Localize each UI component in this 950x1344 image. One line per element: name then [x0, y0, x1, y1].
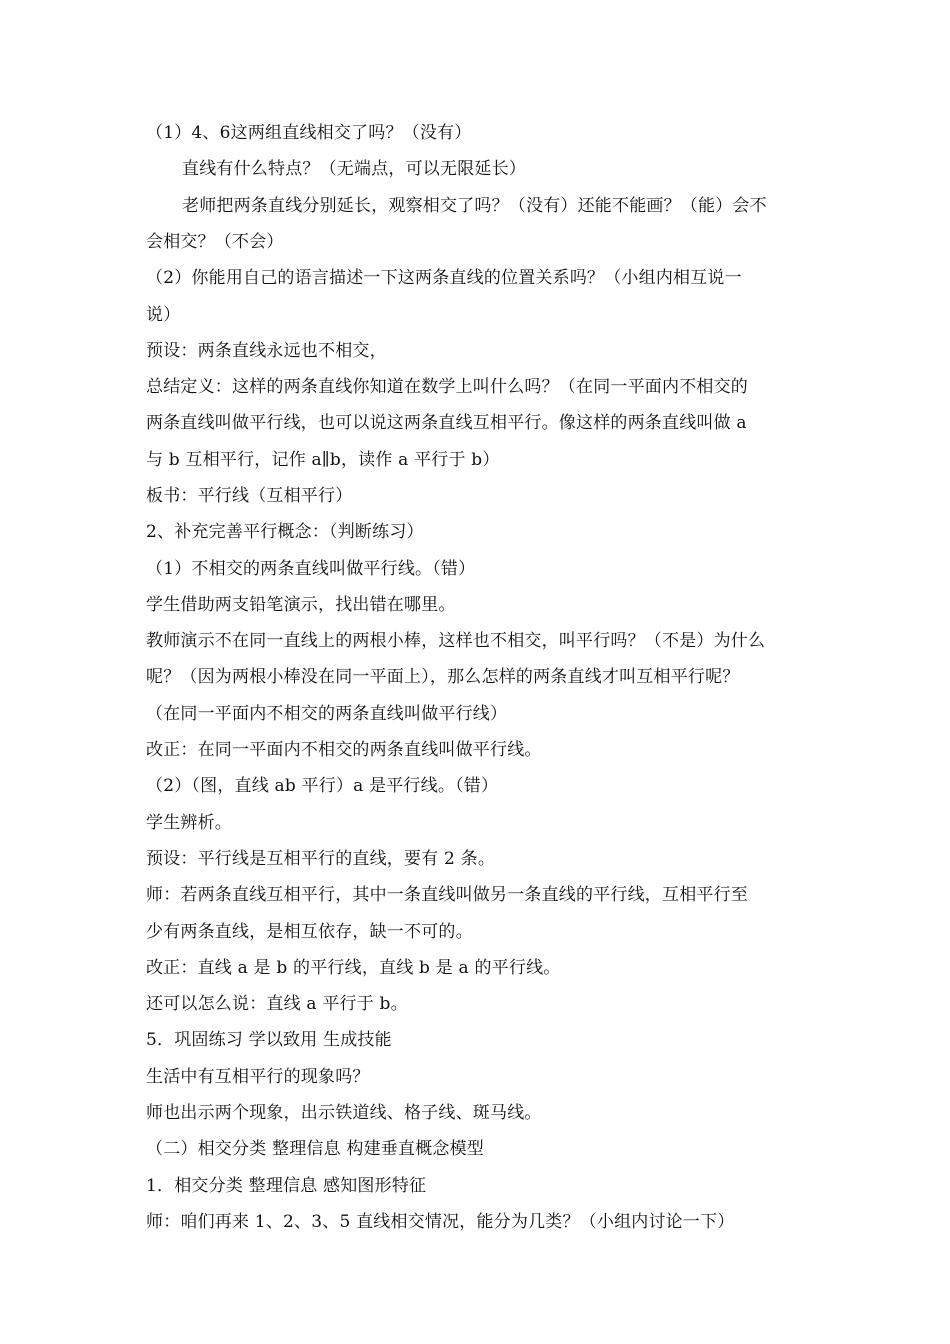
text-line: 教师演示不在同一直线上的两根小棒，这样也不相交，叫平行吗？（不是）为什么 — [146, 631, 766, 651]
text-line: 说） — [146, 305, 181, 325]
text-line: 2、补充完善平行概念：（判断练习） — [146, 522, 424, 542]
text-line: 会相交？（不会） — [146, 232, 284, 252]
text-line: 改正：直线 a 是 b 的平行线，直线 b 是 a 的平行线。 — [146, 958, 561, 978]
text-line: 老师把两条直线分别延长，观察相交了吗？（没有）还能不能画？（能）会不 — [182, 196, 767, 216]
text-line: 改正：在同一平面内不相交的两条直线叫做平行线。 — [146, 740, 542, 760]
text-line: （二）相交分类 整理信息 构建垂直概念模型 — [146, 1139, 485, 1159]
text-line: 直线有什么特点？（无端点，可以无限延长） — [182, 159, 526, 179]
text-line: 总结定义：这样的两条直线你知道在数学上叫什么吗？（在同一平面内不相交的 — [146, 377, 748, 397]
text-line: 1．相交分类 整理信息 感知图形特征 — [146, 1176, 427, 1196]
text-line: （1）不相交的两条直线叫做平行线。（错） — [146, 559, 476, 579]
text-line: 两条直线叫做平行线，也可以说这两条直线互相平行。像这样的两条直线叫做 a — [146, 413, 747, 433]
text-line: 预设：平行线是互相平行的直线，要有 2 条。 — [146, 849, 496, 869]
text-line: 还可以怎么说：直线 a 平行于 b。 — [146, 994, 408, 1014]
text-line: 学生辨析。 — [146, 813, 232, 833]
text-line: （2）（图，直线 ab 平行）a 是平行线。（错） — [146, 776, 499, 796]
text-line: 师：若两条直线互相平行，其中一条直线叫做另一条直线的平行线，互相平行至 — [146, 885, 748, 905]
text-line: 生活中有互相平行的现象吗？ — [146, 1067, 370, 1087]
text-line: 板书：平行线（互相平行） — [146, 486, 353, 506]
text-line: （2）你能用自己的语言描述一下这两条直线的位置关系吗？（小组内相互说一 — [146, 268, 742, 288]
text-line: （在同一平面内不相交的两条直线叫做平行线） — [146, 704, 508, 724]
text-line: 师：咱们再来 1、2、3、5 直线相交情况，能分为几类？（小组内讨论一下） — [146, 1212, 735, 1232]
text-line: 学生借助两支铅笔演示，找出错在哪里。 — [146, 595, 456, 615]
text-line: 呢？（因为两根小棒没在同一平面上），那么怎样的两条直线才叫互相平行呢？ — [146, 667, 740, 687]
text-line: 5．巩固练习 学以致用 生成技能 — [146, 1030, 392, 1050]
text-line: （1）4、6这两组直线相交了吗？（没有） — [146, 123, 472, 143]
text-line: 与 b 互相平行，记作 a∥b，读作 a 平行于 b） — [146, 450, 500, 470]
text-line: 师也出示两个现象，出示铁道线、格子线、斑马线。 — [146, 1103, 542, 1123]
text-line: 预设：两条直线永远也不相交， — [146, 341, 387, 361]
text-line: 少有两条直线，是相互依存，缺一不可的。 — [146, 922, 473, 942]
